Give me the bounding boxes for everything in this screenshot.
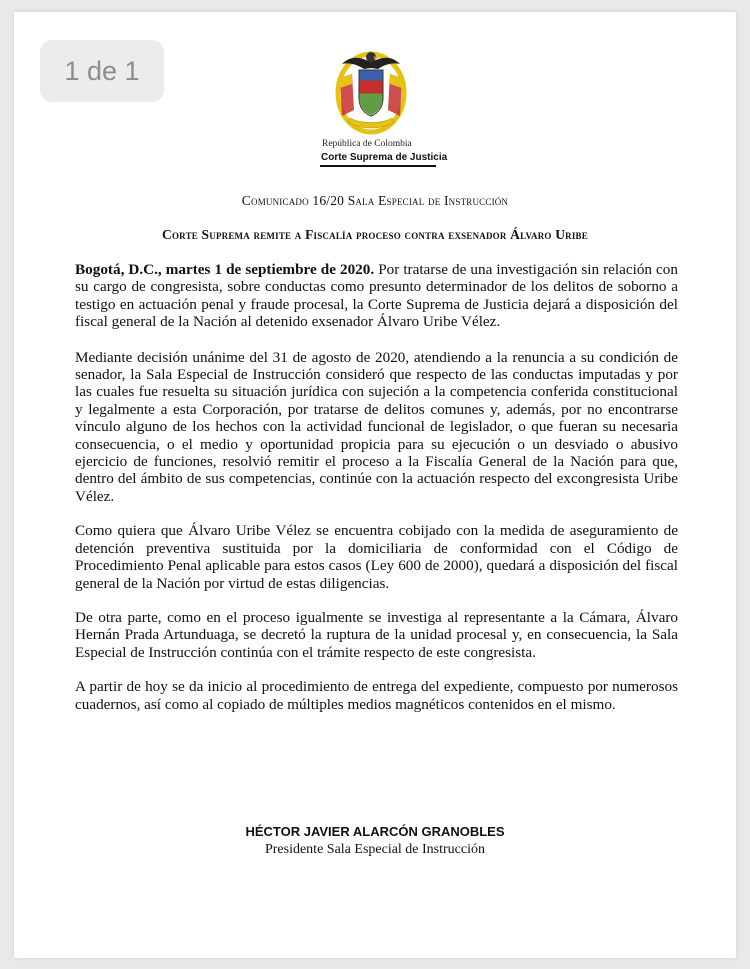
court-label: Corte Suprema de Justicia xyxy=(321,152,448,163)
paragraph-5: A partir de hoy se da inicio al procedimiento de entrega del expediente, compuesto por numerosos cuadernos, así como al copiado de múltiples medios magnéticos contenidos en el mismo. xyxy=(75,678,678,713)
press-release-body xyxy=(75,261,678,730)
letterhead-rule xyxy=(320,165,436,167)
colombia-coat-of-arms-icon xyxy=(332,38,410,136)
paragraph-1 xyxy=(75,261,678,331)
signer-name: HÉCTOR JAVIER ALARCÓN GRANOBLES xyxy=(245,824,505,839)
comunicado-heading: Comunicado 16/20 Sala Especial de Instrucción xyxy=(241,193,509,208)
dateline: Bogotá, D.C., martes 1 de septiembre de 2020. xyxy=(75,261,375,278)
paragraph-4: De otra parte, como en el proceso igualmente se investiga al representante a la Cámara, Álvaro Hernán Prada Artunduaga, se decretó la ruptura de la unidad procesal y, en consecuencia, la Sala Especial de Instrucción continúa con el trámite respecto de este congresista. xyxy=(75,608,678,661)
shield-bottom-band xyxy=(360,94,383,116)
paragraph-2: Mediante decisión unánime del 31 de agosto de 2020, atendiendo a la renuncia a su condición de senador, la Sala Especial de Instrucción consideró que respecto de las conductas imputadas y por las cuales fue resuelta su situación jurídica con sujeción a la competencia conferida constitucional y legalmente a esta Corporación, por tratarse de delitos comunes y, además, por no encontrarse vínculo alguno de los hechos con la actividad funcional de legislador, o que fueran su necesaria consecuencia, o el medio y oportunidad propicia para su ejecución o un desviado o abusivo ejercicio de funciones, resolvió remitir el proceso a la Fiscalía General de la Nación para que, dentro del ámbito de sus competencias, continúe con la actuación respecto del excongresista Uribe Vélez. xyxy=(75,348,678,505)
page-counter-badge: 1 de 1 xyxy=(40,40,164,102)
shield-middle-band xyxy=(360,81,383,94)
shield-top-band xyxy=(360,71,383,81)
press-release-headline: Corte Suprema remite a Fiscalía proceso contra exsenador Álvaro Uribe xyxy=(162,227,588,242)
paragraph-1-text: Por tratarse de una investigación sin relación con su cargo de congresista, sobre conductas como presunto determinador de los delitos de soborno a testigo en actuación penal y fraude procesal, la Corte Suprema de Justicia dejará a disposición del fiscal general de la Nación al detenido exsenador Álvaro Uribe Vélez. xyxy=(75,261,678,331)
paragraph-3: Como quiera que Álvaro Uribe Vélez se encuentra cobijado con la medida de aseguramiento de detención preventiva sustituida por la domiciliaria de conformidad con el Código de Procedimiento Penal aplicable para estos casos (Ley 600 de 2000), quedará a disposición del fiscal general de la Nación por virtud de estas diligencias. xyxy=(75,522,678,592)
republic-label: República de Colombia xyxy=(322,139,412,149)
signer-title: Presidente Sala Especial de Instrucción xyxy=(264,842,486,857)
